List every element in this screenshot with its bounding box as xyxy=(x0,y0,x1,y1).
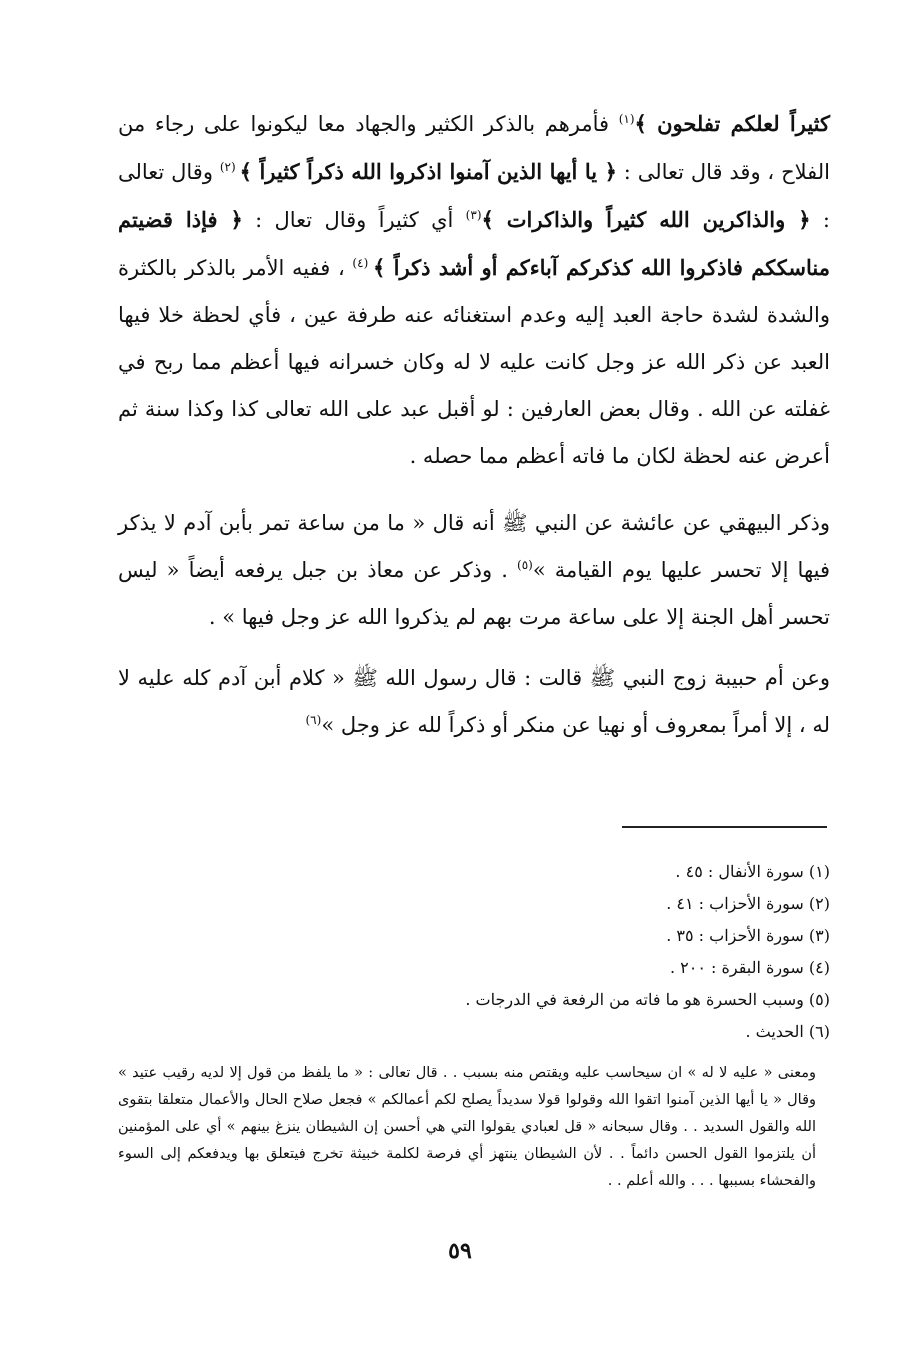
footnote-2: (٢) سورة الأحزاب : ٤١ . xyxy=(666,894,830,913)
text-run: أي كثيراً وقال تعال : xyxy=(242,208,466,232)
quran-verse: كثيراً لعلكم تفلحون ﴾ xyxy=(634,111,830,136)
footnote-ref: (٤) xyxy=(352,256,374,270)
footnote-ref: (٣) xyxy=(465,208,482,222)
text-run: وعن أم حبيبة زوج النبي ﷺ قالت : قال رسول الله ﷺ « كلام أبن آدم كله عليه لا له ، إلا أمراً بمعروف أو نهيا عن منكر أو ذكراً لله عز وجل » xyxy=(118,666,830,737)
footnote-commentary: ومعنى « عليه لا له » ان سيحاسب عليه ويقتص منه بسبب . . قال تعالى : « ما يلفظ من قول إلا لديه رقيب عتيد » وقال « يا أيها الذين آمنوا اتقوا الله وقولوا قولا سديداً يصلح لكم أعمالكم » فجعل صلاح الحال والأعمال متعلقا بتقوى الله والقول السديد . . وقال سبحانه « قل لعبادي يقولوا التي هي أحسن إن الشيطان ينزغ بينهم » أي على المؤمنين أن يلتزموا القول الحسن دائماً . . لأن الشيطان ينتهز أي فرصة لكلمة خبيثة تخرج فيتعلق بها ويدفعكم إلى السوء والفحشاء بسببها . . . والله أعلم . . xyxy=(118,1064,816,1189)
footnote-1: (١) سورة الأنفال : ٤٥ . xyxy=(675,862,830,881)
text-run: ، ففيه الأمر بالذكر بالكثرة والشدة لشدة حاجة العبد إليه وعدم استغنائه عنه طرفة عين ، فأي لحظة خلا فيها العبد عن ذكر الله عز وجل كانت عليه لا له وكان خسرانه فيها أعظم مما ربح في غفلته عن الله . وقال بعض العارفين : لو أقبل عبد على الله تعالى كذا وكذا سنة ثم أعرض عنه لحظة لكان ما فاته أعظم مما حصله . xyxy=(118,256,830,468)
page-number: ٥٩ xyxy=(448,1238,472,1264)
text-run: . وذكر عن معاذ بن جبل يرفعه أيضاً « ليس تحسر أهل الجنة إلا على ساعة مرت بهم لم يذكروا الله عز وجل فيها » . xyxy=(118,558,830,629)
text-run: فأمرهم بالذكر الكثير والجهاد معا ليكونوا على رجاء من الفلاح ، وقد قال تعالى : xyxy=(118,112,831,184)
text-run: وقال تعالى : xyxy=(118,160,830,232)
paragraph-1 xyxy=(118,100,830,480)
quran-verse: ﴿ فإذا قضيتم مناسككم فاذكروا الله كذكركم آباءكم أو أشد ذكراً ﴾ xyxy=(118,207,830,280)
paragraph-3 xyxy=(118,655,830,749)
footnote-ref: (٥) xyxy=(517,558,533,572)
footnote-ref: (١) xyxy=(618,112,635,126)
footnote-3: (٣) سورة الأحزاب : ٣٥ . xyxy=(666,926,830,945)
paragraph-2 xyxy=(118,500,830,641)
footnote-ref: (٢) xyxy=(219,160,240,174)
footnotes xyxy=(118,856,830,1048)
footnote-5: (٥) وسبب الحسرة هو ما فاته من الرفعة في الدرجات . xyxy=(465,990,830,1009)
text-run: وذكر البيهقي عن عائشة عن النبي ﷺ أنه قال « ما من ساعة تمر بأبن آدم لا يذكر فيها إلا تحسر عليها يوم القيامة » xyxy=(118,511,830,582)
quran-verse: ﴿ والذاكرين الله كثيراً والذاكرات ﴾ xyxy=(481,207,811,232)
footnote-4: (٤) سورة البقرة : ٢٠٠ . xyxy=(669,958,830,977)
main-text xyxy=(118,100,830,749)
footnote-ref: (٦) xyxy=(305,713,322,727)
footnote-divider xyxy=(622,826,827,828)
quran-verse: ﴿ يا أيها الذين آمنوا اذكروا الله ذكراً كثيراً ﴾ xyxy=(239,159,617,184)
footnote-6: (٦) الحديث . xyxy=(745,1022,830,1041)
